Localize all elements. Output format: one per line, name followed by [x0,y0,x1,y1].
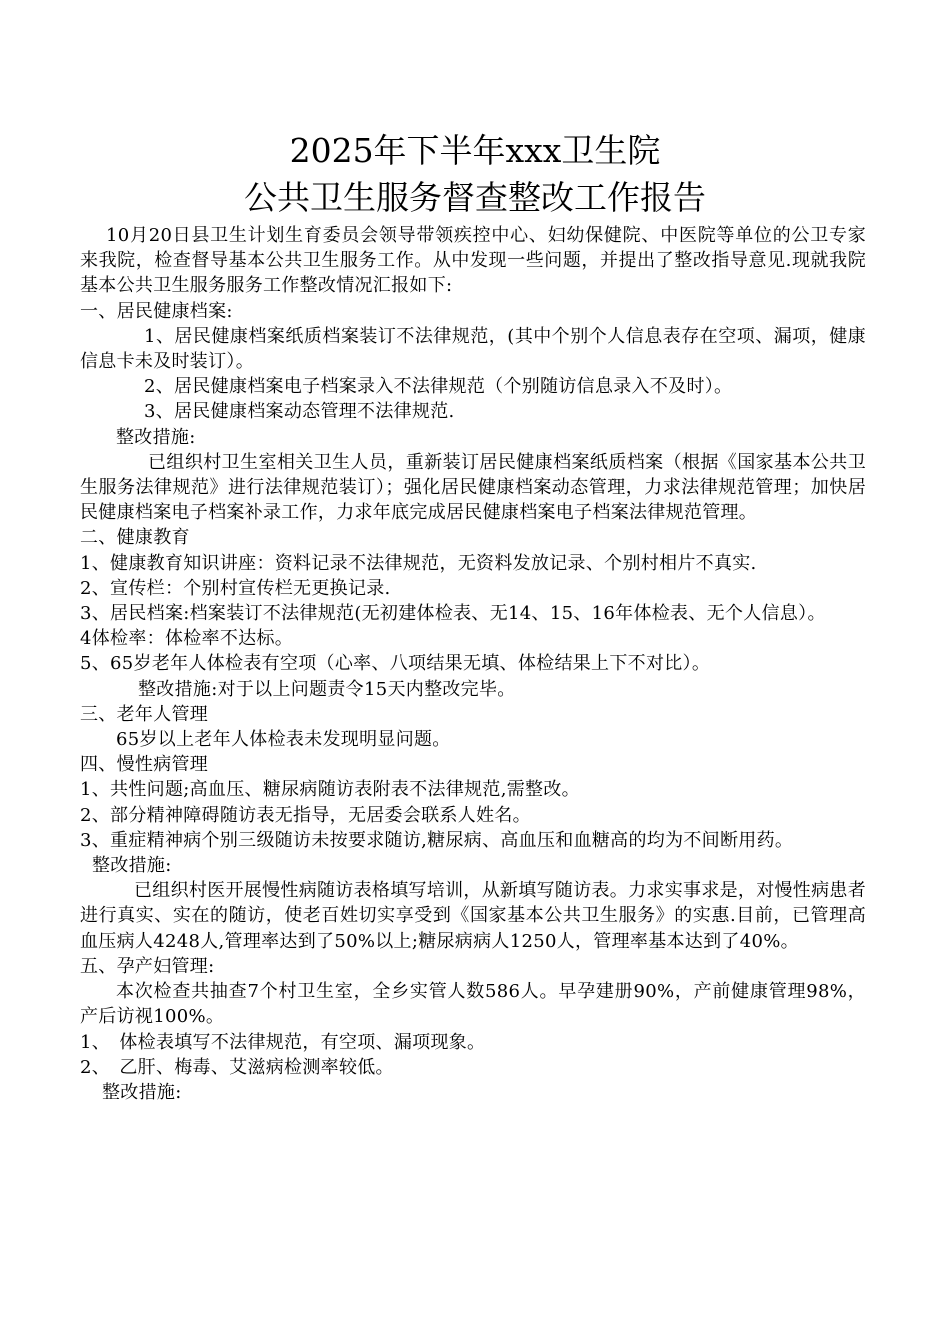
issue-item: 3、重症精神病个别三级随访未按要求随访,糖尿病、高血压和血糖高的均为不间断用药。 [80,829,794,851]
measures-heading: 整改措施: [92,855,172,877]
issue-item: 2、 乙肝、梅毒、艾滋病检测率较低。 [80,1056,394,1078]
issue-item: 3、居民档案:档案装订不法律规范(无初建体检表、无14、15、16年体检表、无个人信息）。 [80,603,826,625]
finding-paragraph: 65岁以上老年人体检表未发现明显问题。 [116,729,451,751]
issue-item: 1、健康教育知识讲座：资料记录不法律规范，无资料发放记录、个别村相片不真实. [80,552,757,574]
section-heading-elderly-management: 三、老年人管理 [80,703,209,725]
issue-item: 1、共性问题;高血压、糖尿病随访表附表不法律规范,需整改。 [80,779,580,801]
issue-item: 2、居民健康档案电子档案录入不法律规范（个别随访信息录入不及时）。 [144,376,733,398]
intro-paragraph: 10月20日县卫生计划生育委员会领导带领疾控中心、妇幼保健院、中医院等单位的公卫专家来我院，检查督导基本公共卫生服务工作。从中发现一些问题，并提出了整改指导意见.现就我院基本公共卫生服务服务工作整改情况汇报如下: [80,225,866,297]
issue-item: 3、居民健康档案动态管理不法律规范. [144,401,455,423]
finding-paragraph: 本次检查共抽查7个村卫生室，全乡实管人数586人。早孕建册90%，产前健康管理98%，产后访视100%。 [80,981,866,1028]
report-body [80,223,866,1105]
section-heading-health-records: 一、居民健康档案: [80,300,233,322]
measures-paragraph: 已组织村医开展慢性病随访表格填写培训，从新填写随访表。力求实事求是，对慢性病患者进行真实、实在的随访，使老百姓切实享受到《国家基本公共卫生服务》的实惠.目前，已管理高血压病人4248人,管理率达到了50%以上;糖尿病病人1250人，管理率基本达到了40%。 [80,880,866,952]
issue-item: 1、居民健康档案纸质档案装订不法律规范，(其中个别个人信息表存在空项、漏项，健康信息卡未及时装订）。 [80,325,866,373]
issue-item: 2、部分精神障碍随访表无指导，无居委会联系人姓名。 [80,804,531,826]
section-heading-health-education: 二、健康教育 [80,527,190,549]
section-heading-maternal-management: 五、孕产妇管理: [80,955,215,977]
issue-item: 1、 体检表填写不法律规范，有空项、漏项现象。 [80,1031,486,1053]
issue-item: 5、65岁老年人体检表有空项（心率、八项结果无填、体检结果上下不对比）。 [80,653,711,675]
measures-heading: 整改措施: [102,1081,182,1103]
measures-paragraph: 已组织村卫生室相关卫生人员，重新装订居民健康档案纸质档案（根据《国家基本公共卫生服务法律规范》进行法律规范装订）；强化居民健康档案动态管理，力求法律规范管理；加快居民健康档案电子档案补录工作，力求年底完成居民健康档案电子档案法律规范管理。 [80,451,866,524]
measures-heading: 整改措施: [116,426,196,448]
report-title-line1: 2025年下半年xxx卫生院 [289,131,661,170]
issue-item: 4体检率：体检率不达标。 [80,628,294,650]
issue-item: 2、宣传栏：个别村宣传栏无更换记录. [80,577,391,599]
section-heading-chronic-disease: 四、慢性病管理 [80,754,209,776]
measures-paragraph: 整改措施:对于以上问题责令15天内整改完毕。 [138,678,516,700]
report-title-line2: 公共卫生服务督查整改工作报告 [244,178,706,217]
